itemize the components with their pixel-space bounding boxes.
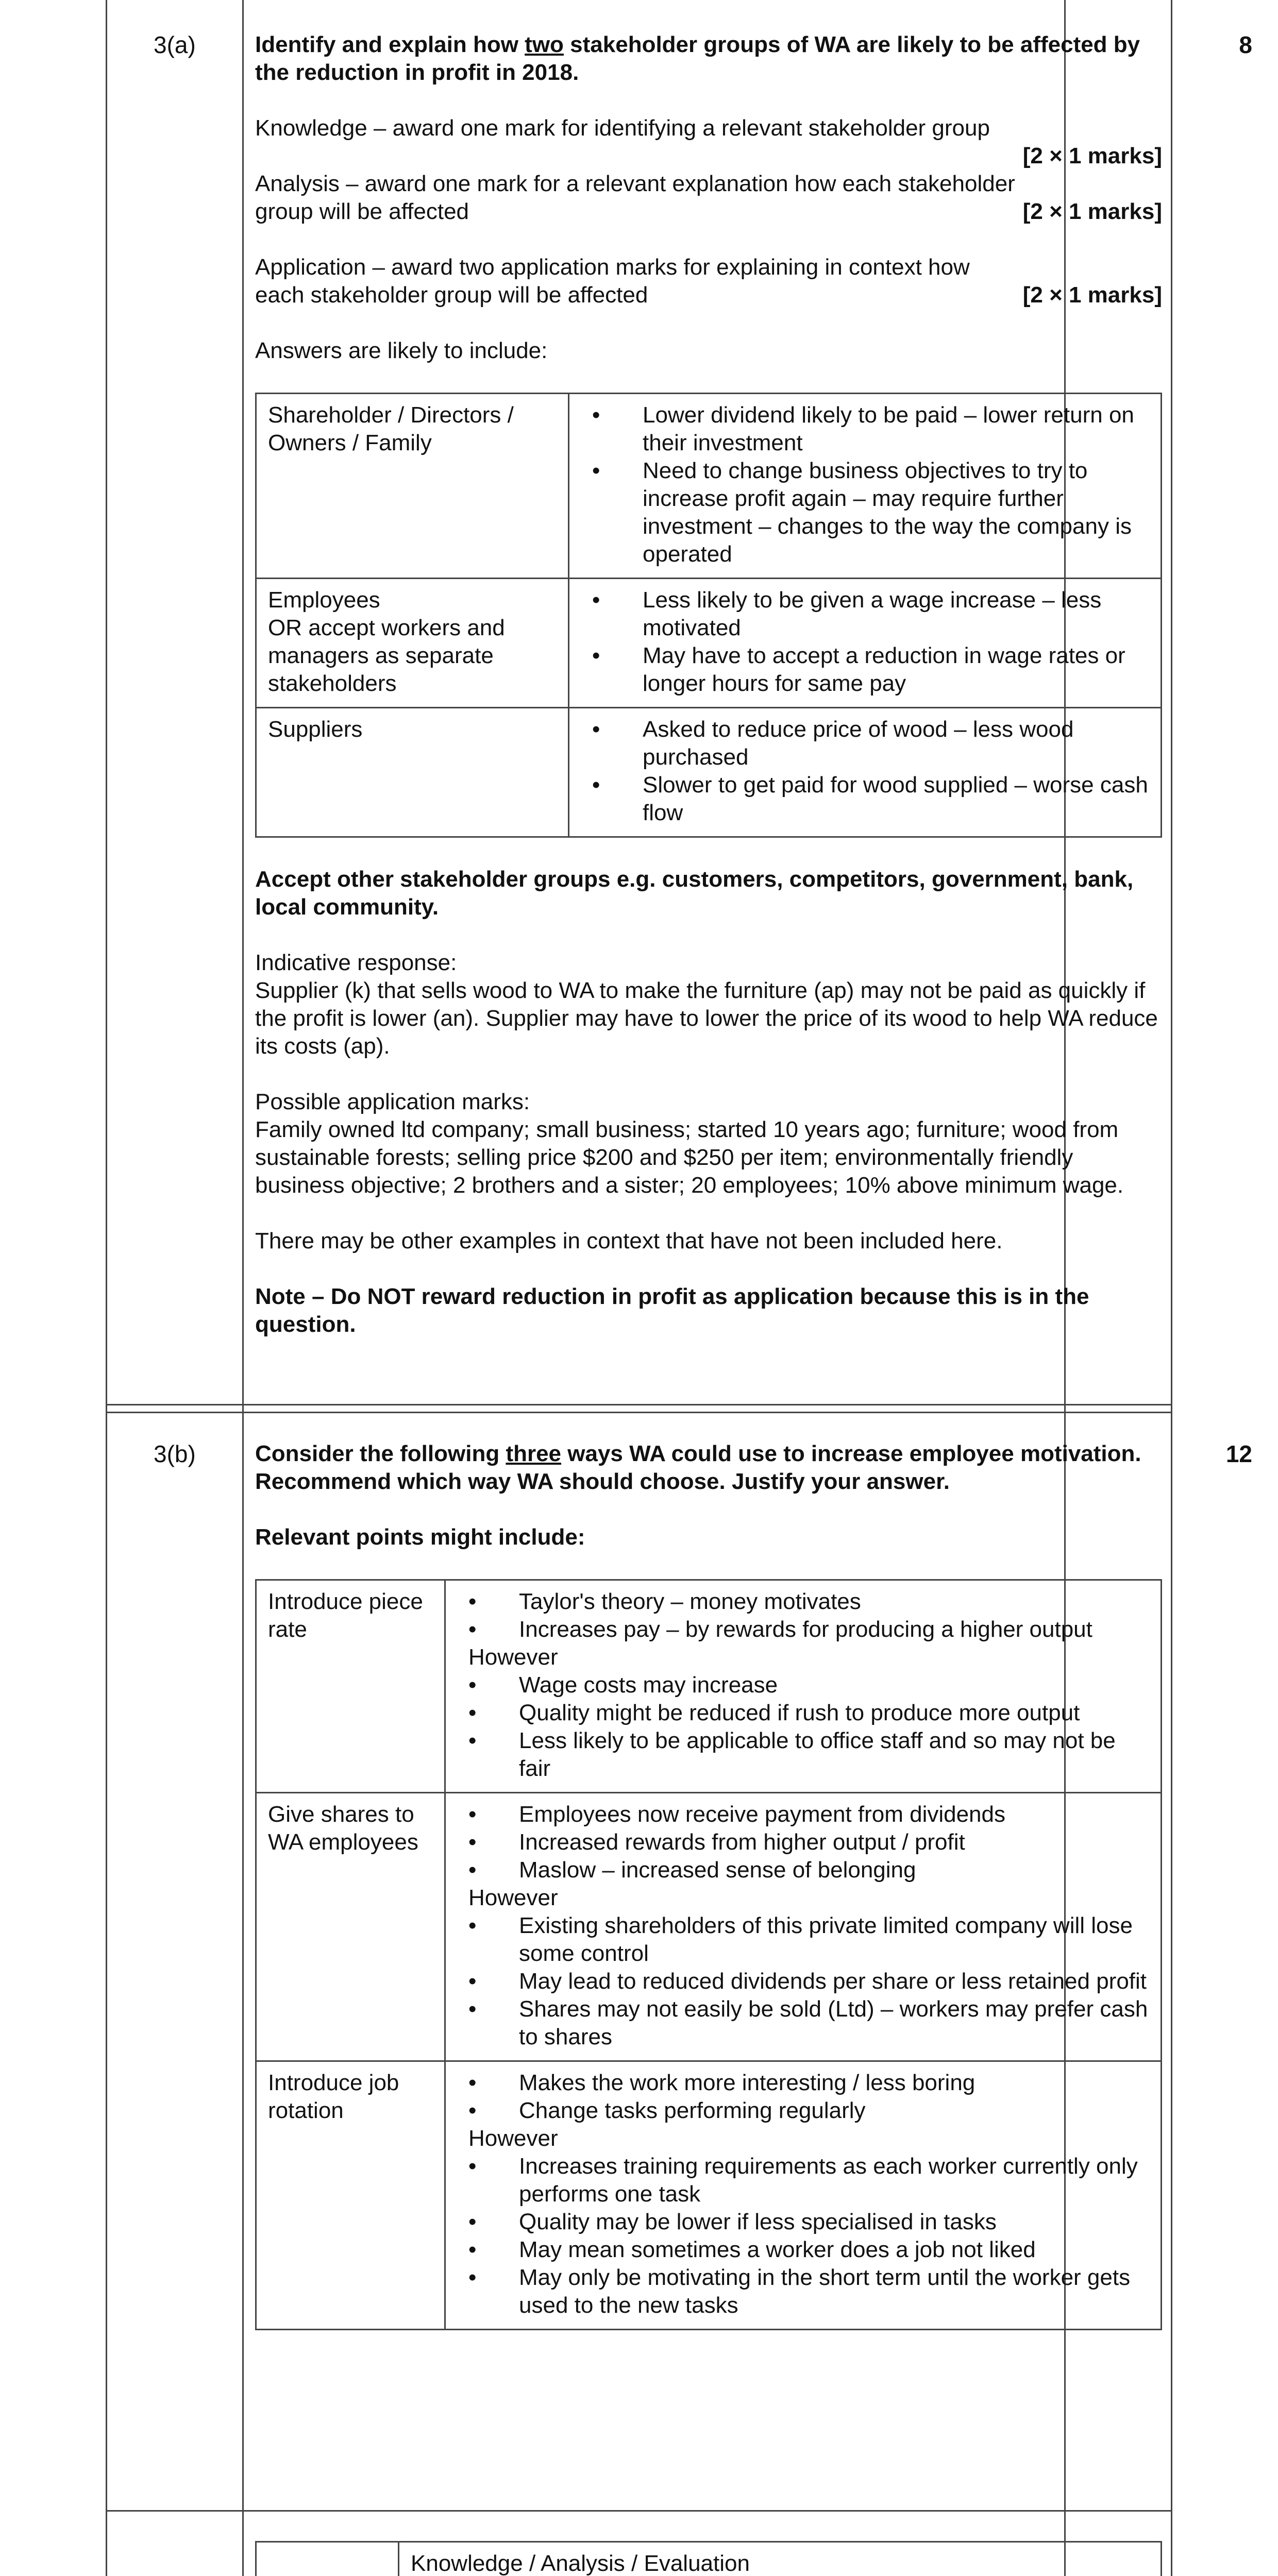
q3b-relevant-points: Relevant points might include: [255, 1524, 585, 1550]
question-number-3b: 3(b) [154, 1440, 196, 1467]
q3a-other-examples: There may be other examples in context that have not been included here. [255, 1228, 1003, 1253]
list-item: • Quality may be lower if less specialised in tasks [457, 2208, 1149, 2236]
table-row [256, 2061, 1162, 2330]
list-item: • Quality might be reduced if rush to produce more output [457, 1699, 1149, 1727]
table-row [256, 2542, 1162, 2576]
q3a-indicative-text: Supplier (k) that sells wood to WA to make the furniture (ap) may not be paid as quickly if the profit is lower (an). Supplier may have to lower the price of its wood to help WA reduce its costs (ap). [255, 978, 1158, 1059]
list-item: • Change tasks performing regularly [457, 2097, 1149, 2125]
list-item: • Employees now receive payment from dividends [457, 1801, 1149, 1828]
q3a-content [255, 31, 1162, 1338]
q3a-criterion-application: Application – award two application marks for explaining in context how each stakeholder group will be affected [2 × 1 marks] [255, 255, 1162, 308]
q3a-indicative-heading: Indicative response: [255, 950, 457, 975]
however-label: However [468, 1885, 558, 1910]
marks-3b: 12 [1225, 1440, 1252, 1467]
table-row [256, 1580, 1162, 1793]
motivation-way: Introduce piece rate [256, 1580, 445, 1793]
levels-header: Knowledge / Analysis / Evaluation [399, 2542, 1162, 2576]
list-item: • Makes the work more interesting / less boring [457, 2069, 1149, 2097]
list-item: • Existing shareholders of this private limited company will lose some control [457, 1912, 1149, 1968]
list-item: • Less likely to be given a wage increase – less motivated [581, 586, 1149, 642]
list-item: • Less likely to be applicable to office staff and so may not be fair [457, 1727, 1149, 1783]
list-item: • Lower dividend likely to be paid – lower return on their investment [581, 401, 1149, 457]
list-item: • Need to change business objectives to try to increase profit again – may require further investment – changes to the way the company is operated [581, 457, 1149, 568]
q3a-possible-heading: Possible application marks: [255, 1089, 530, 1114]
list-item: • May only be motivating in the short term until the worker gets used to the new tasks [457, 2264, 1149, 2319]
list-item: • May mean sometimes a worker does a job not liked [457, 2236, 1149, 2264]
q3a-answers-intro: Answers are likely to include: [255, 338, 548, 363]
q3a-question: Identify and explain how two stakeholder groups of WA are likely to be affected by the reduction in profit in 2018. [255, 32, 1140, 85]
row-divider [107, 1404, 1171, 1405]
stakeholder-group: Shareholder / Directors / Owners / Family [256, 394, 569, 579]
q3a-criterion-analysis: Analysis – award one mark for a relevant explanation how each stakeholder group will be affected [2 × 1 marks] [255, 171, 1162, 224]
stakeholder-group: Suppliers [256, 708, 569, 837]
table-row [256, 1793, 1162, 2061]
row-divider [107, 2510, 1171, 2512]
list-item: • Asked to reduce price of wood – less wood purchased [581, 716, 1149, 771]
motivation-way: Give shares to WA employees [256, 1793, 445, 2061]
q3a-accept-other: Accept other stakeholder groups e.g. customers, competitors, government, bank, local community. [255, 867, 1134, 920]
list-item: • Wage costs may increase [457, 1671, 1149, 1699]
however-label: However [468, 2126, 558, 2151]
q3b-levels-table [255, 2541, 1162, 2576]
q3a-criterion-knowledge: Knowledge – award one mark for identifying a relevant stakeholder group [2 × 1 marks] [255, 115, 1162, 168]
stakeholder-group: Employees OR accept workers and managers as separate stakeholders [256, 579, 569, 708]
list-item: • Increased rewards from higher output / profit [457, 1828, 1149, 1856]
list-item: • Slower to get paid for wood supplied – worse cash flow [581, 771, 1149, 827]
list-item: • Increases training requirements as each worker currently only performs one task [457, 2153, 1149, 2208]
however-label: However [468, 1645, 558, 1670]
row-divider [107, 1412, 1171, 1413]
q3b-levels-content [255, 2541, 1162, 2576]
q3b-ways-table [255, 1579, 1162, 2330]
table-row [256, 579, 1162, 708]
question-number-3a: 3(a) [154, 31, 196, 58]
column-divider-question [242, 0, 244, 2576]
list-item: • Shares may not easily be sold (Ltd) – workers may prefer cash to shares [457, 1995, 1149, 2051]
q3a-stakeholder-table [255, 393, 1162, 838]
list-item: • Maslow – increased sense of belonging [457, 1856, 1149, 1884]
q3b-question: Consider the following three ways WA could use to increase employee motivation. Recommend which way WA should choose. Justify your answer. [255, 1441, 1141, 1494]
list-item: • Taylor's theory – money motivates [457, 1588, 1149, 1616]
list-item: • May have to accept a reduction in wage rates or longer hours for same pay [581, 642, 1149, 698]
marks-3a: 8 [1239, 31, 1252, 58]
table-row [256, 394, 1162, 579]
q3b-content [255, 1440, 1162, 2358]
list-item: • Increases pay – by rewards for producing a higher output [457, 1616, 1149, 1643]
q3a-possible-text: Family owned ltd company; small business; started 10 years ago; furniture; wood from sustainable forests; selling price $200 and $250 per item; environmentally friendly business objective; 2 brothers and a sister; 20 employees; 10% above minimum wage. [255, 1117, 1124, 1198]
q3a-note: Note – Do NOT reward reduction in profit as application because this is in the question. [255, 1284, 1089, 1337]
list-item: • May lead to reduced dividends per share or less retained profit [457, 1968, 1149, 1995]
motivation-way: Introduce job rotation [256, 2061, 445, 2330]
table-row [256, 708, 1162, 837]
